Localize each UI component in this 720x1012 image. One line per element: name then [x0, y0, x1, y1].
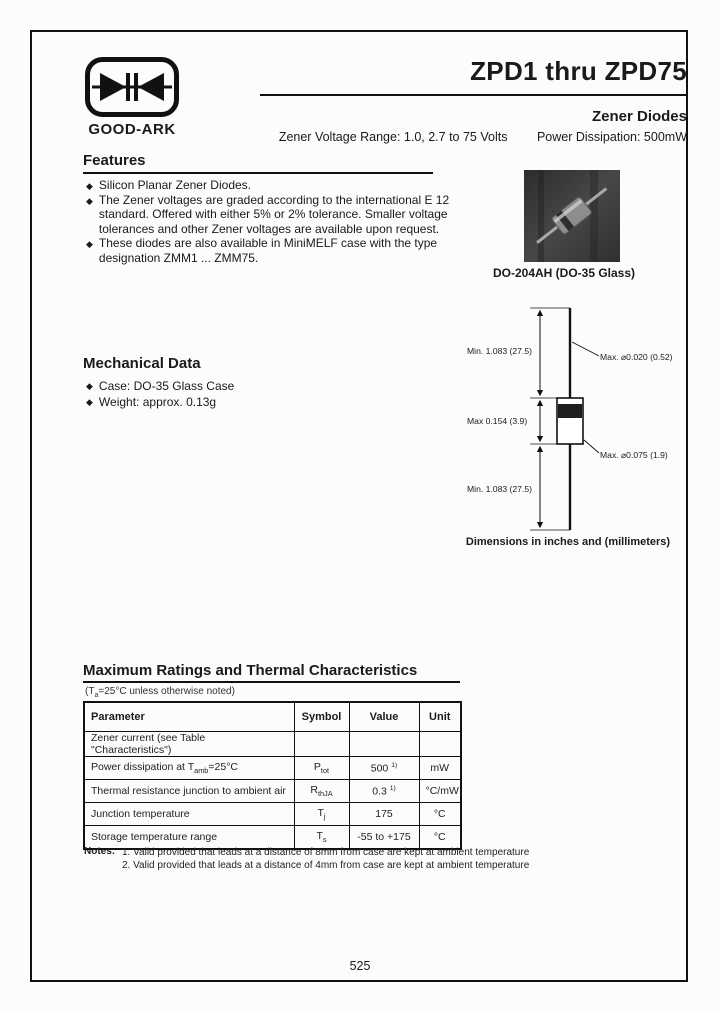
text-part: 1) — [391, 761, 398, 769]
list-item — [86, 236, 450, 265]
text-part: (T — [85, 686, 95, 697]
col-header-value: Value — [349, 702, 419, 732]
cell-value — [349, 780, 419, 803]
title-rule — [260, 94, 687, 96]
diamond-bullet-icon: ◆ — [86, 196, 93, 206]
text-part: Power dissipation at T — [91, 760, 195, 773]
ratings-table — [83, 701, 462, 850]
dim-body-length-label: Max 0.154 (3.9) — [467, 416, 528, 426]
dimension-drawing — [466, 302, 682, 534]
col-header-unit: Unit — [419, 702, 461, 732]
text-part: R — [310, 783, 318, 796]
cell-parameter — [84, 757, 294, 780]
text-part: T — [316, 829, 323, 842]
text-part: Storage temperature range — [91, 831, 218, 843]
list-item-text: These diodes are also available in MiniMELF case with the type designation ZMM1 ... ZMM75. — [98, 236, 438, 265]
text-part: =25°C unless otherwise noted) — [98, 686, 235, 697]
cell-symbol — [294, 732, 349, 757]
cell-value — [349, 732, 419, 757]
cell-unit — [419, 780, 461, 803]
text-part: s — [322, 835, 327, 845]
features-rule — [83, 172, 433, 174]
ratings-table-row — [84, 780, 461, 803]
cell-unit — [419, 732, 461, 757]
col-header-symbol: Symbol — [294, 702, 349, 732]
ratings-condition — [85, 686, 235, 699]
diamond-bullet-icon: ◆ — [86, 239, 93, 250]
cell-value — [349, 803, 419, 826]
text-part: j — [323, 812, 326, 822]
cell-parameter — [84, 732, 294, 757]
power-dissipation-spec: Power Dissipation: 500mW — [536, 130, 687, 144]
ratings-table-body — [84, 732, 461, 850]
ratings-header-row — [84, 702, 461, 732]
list-item-text: The Zener voltages are graded according to the international E 12 standard. Offered with either 5% or 2% tolerance. Smaller voltage tolerances and other Zener voltages are available upon request. — [98, 193, 450, 236]
logo-bar-left — [126, 73, 130, 101]
diamond-bullet-icon: ◆ — [86, 181, 93, 191]
ratings-table-row — [84, 732, 461, 757]
features-list — [86, 178, 450, 265]
diamond-bullet-icon: ◆ — [86, 397, 93, 407]
dim-body-diameter-label: Max. ⌀0.075 (1.9) — [600, 450, 668, 460]
text-part: thJA — [317, 789, 333, 799]
features-heading: Features — [83, 152, 146, 169]
list-item-text: Weight: approx. 0.13g — [98, 395, 217, 409]
list-item — [86, 178, 450, 193]
text-part: 0.3 — [372, 785, 390, 798]
page-title: ZPD1 thru ZPD75 — [470, 56, 687, 86]
text-part: T — [317, 806, 324, 819]
text-part: tot — [320, 766, 330, 776]
list-item-text: Case: DO-35 Glass Case — [98, 379, 235, 393]
logo-bar-right — [134, 73, 138, 101]
logo-diode-left-icon — [100, 73, 126, 101]
text-part: Zener current (see Table "Characteristics") — [91, 732, 206, 756]
col-header-parameter: Parameter — [84, 702, 294, 732]
dim-top-lead-label: Min. 1.083 (27.5) — [467, 346, 532, 356]
goodark-logo — [84, 56, 180, 118]
package-photo — [524, 170, 620, 262]
text-part: Thermal resistance junction to ambient air — [91, 785, 286, 797]
page-number: 525 — [349, 959, 371, 973]
text-part: 500 — [370, 762, 392, 775]
list-item — [86, 378, 406, 394]
dim-bottom-lead-label: Min. 1.083 (27.5) — [467, 484, 532, 494]
text-part: °C — [433, 831, 446, 843]
doc-subtitle: Zener Diodes — [591, 108, 687, 125]
note-line: 1. Valid provided that leads at a distance of 8mm from case are kept at ambient temperature — [122, 847, 530, 858]
list-item — [86, 394, 406, 410]
list-item — [86, 193, 450, 236]
cell-unit — [419, 757, 461, 780]
text-part: =25°C — [208, 760, 238, 773]
note-line: 2. Valid provided that leads at a distance of 4mm from case are kept at ambient temperature — [122, 860, 530, 871]
ratings-heading: Maximum Ratings and Thermal Characteristics — [83, 662, 418, 679]
text-part: mW — [430, 762, 450, 774]
text-part: °C — [433, 808, 446, 820]
mechanical-list — [86, 378, 406, 410]
voltage-range-spec: Zener Voltage Range: 1.0, 2.7 to 75 Volts — [278, 130, 508, 144]
dim-cathode-band — [558, 404, 582, 418]
mechanical-heading: Mechanical Data — [83, 355, 201, 372]
diamond-bullet-icon: ◆ — [86, 381, 93, 391]
ratings-table-row — [84, 803, 461, 826]
ratings-table-row — [84, 757, 461, 780]
cell-symbol — [294, 803, 349, 826]
logo-diode-right-icon — [138, 73, 164, 101]
cell-unit — [419, 803, 461, 826]
text-part: 175 — [375, 808, 393, 820]
text-part: °C/mW — [425, 785, 459, 797]
cell-symbol — [294, 780, 349, 803]
notes-list — [122, 846, 542, 872]
doc-specs — [200, 130, 687, 144]
cell-value — [349, 757, 419, 780]
text-part: P — [313, 760, 321, 773]
cell-parameter — [84, 803, 294, 826]
dimensions-caption: Dimensions in inches and (millimeters) — [465, 536, 671, 548]
text-part: amb — [194, 766, 209, 776]
text-part: Junction temperature — [91, 808, 190, 820]
list-item-text: Silicon Planar Zener Diodes. — [98, 178, 251, 192]
package-name-caption: DO-204AH (DO-35 Glass) — [492, 266, 636, 280]
cell-symbol — [294, 757, 349, 780]
notes-label: Notes: — [84, 846, 116, 857]
text-part: -55 to +175 — [357, 831, 411, 843]
ratings-rule — [83, 681, 460, 683]
cell-parameter — [84, 780, 294, 803]
text-part: a — [94, 692, 99, 699]
text-part: 1) — [389, 784, 396, 792]
brand-name: GOOD-ARK — [88, 121, 176, 138]
dim-lead-diameter-label: Max. ⌀0.020 (0.52) — [600, 352, 673, 362]
